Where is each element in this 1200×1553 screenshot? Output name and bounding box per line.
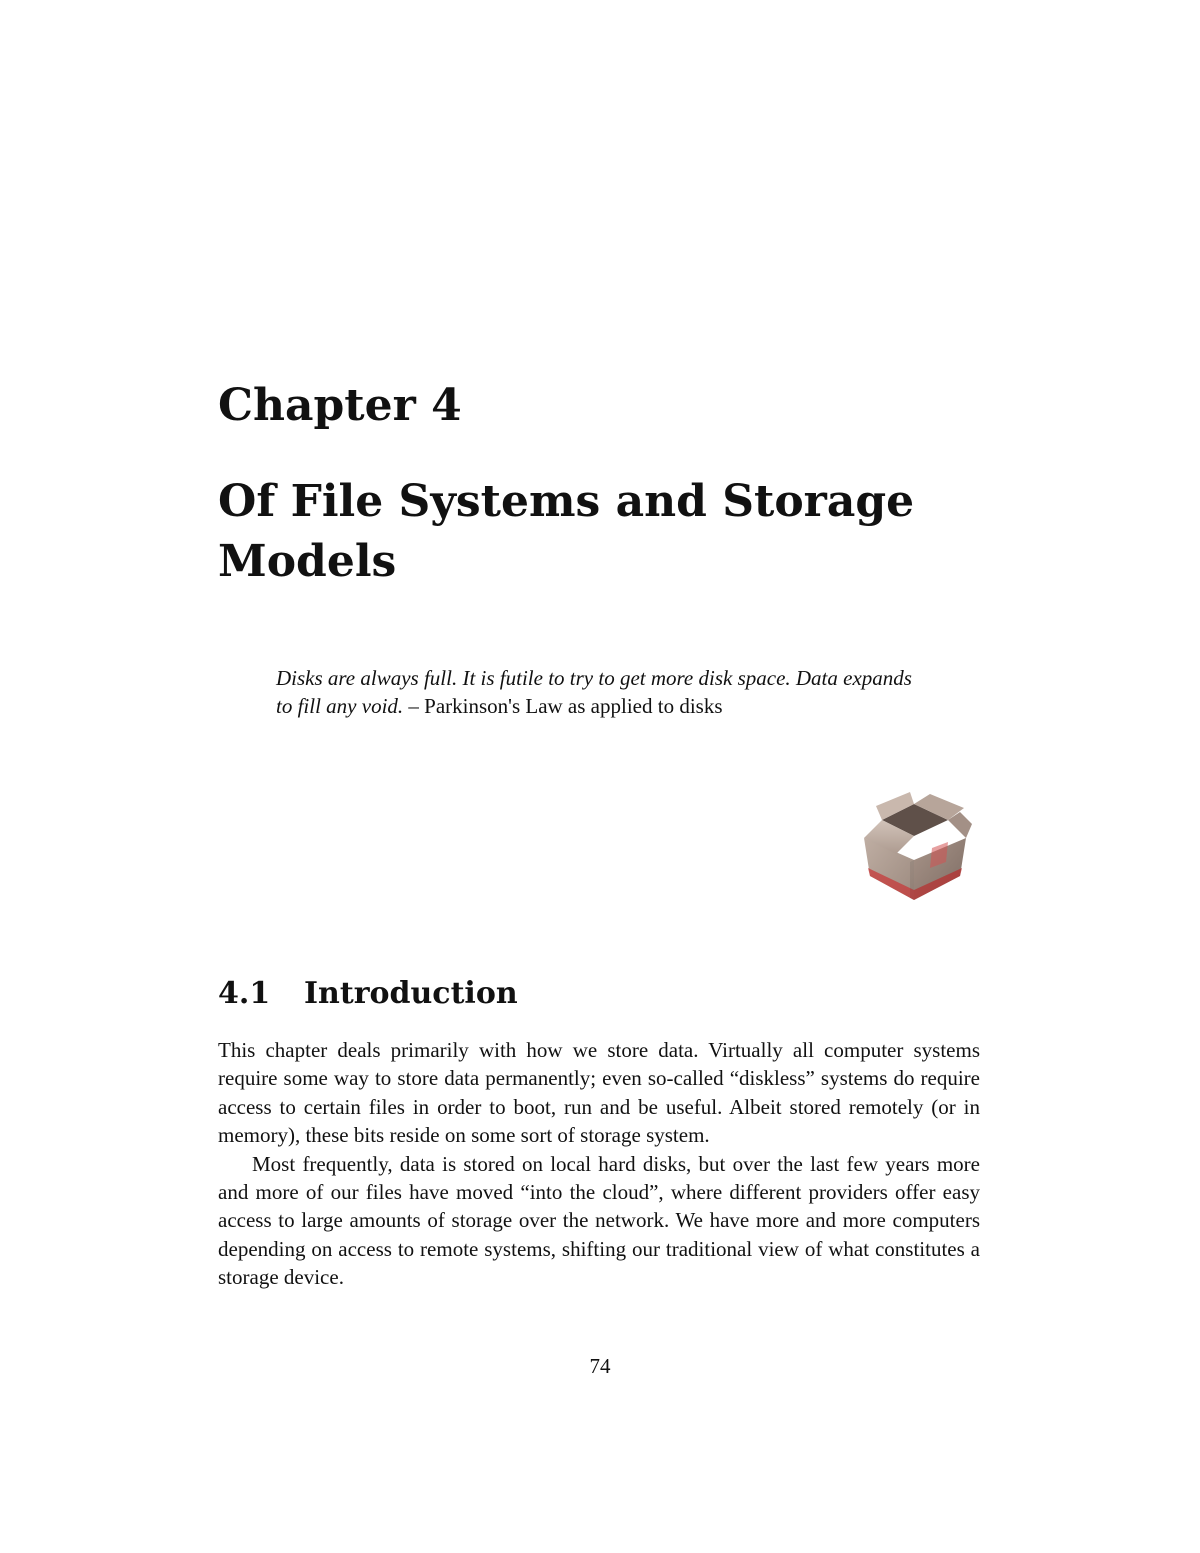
epigraph <box>276 664 928 720</box>
chapter-label: Chapter 4 <box>218 380 462 431</box>
epigraph-attribution: – Parkinson's Law as applied to disks <box>403 694 723 718</box>
chapter-title: Of File Systems and Storage Models <box>218 476 915 587</box>
body-text <box>218 1036 980 1292</box>
cardboard-box-icon <box>852 790 976 902</box>
section-heading <box>218 974 518 1014</box>
section-title: Introduction <box>304 976 518 1011</box>
section-number: 4.1 <box>218 976 271 1011</box>
epigraph-quote: Disks are always full. It is futile to try to get more disk space. Data expands to fill any void. <box>276 666 912 718</box>
paragraph: This chapter deals primarily with how we store data. Virtually all computer systems require some way to store data permanently; even so-called “diskless” systems do require access to certain files in order to boot, run and be useful. Albeit stored remotely (or in memory), these bits reside on some sort of storage system. <box>218 1038 980 1148</box>
page-number: 74 <box>589 1354 611 1378</box>
paragraph: Most frequently, data is stored on local hard disks, but over the last few years more and more of our files have moved “into the cloud”, where different providers offer easy access to large amounts of storage over the network. We have more and more computers depending on access to remote systems, shifting our traditional view of what constitutes a storage device. <box>218 1151 980 1290</box>
